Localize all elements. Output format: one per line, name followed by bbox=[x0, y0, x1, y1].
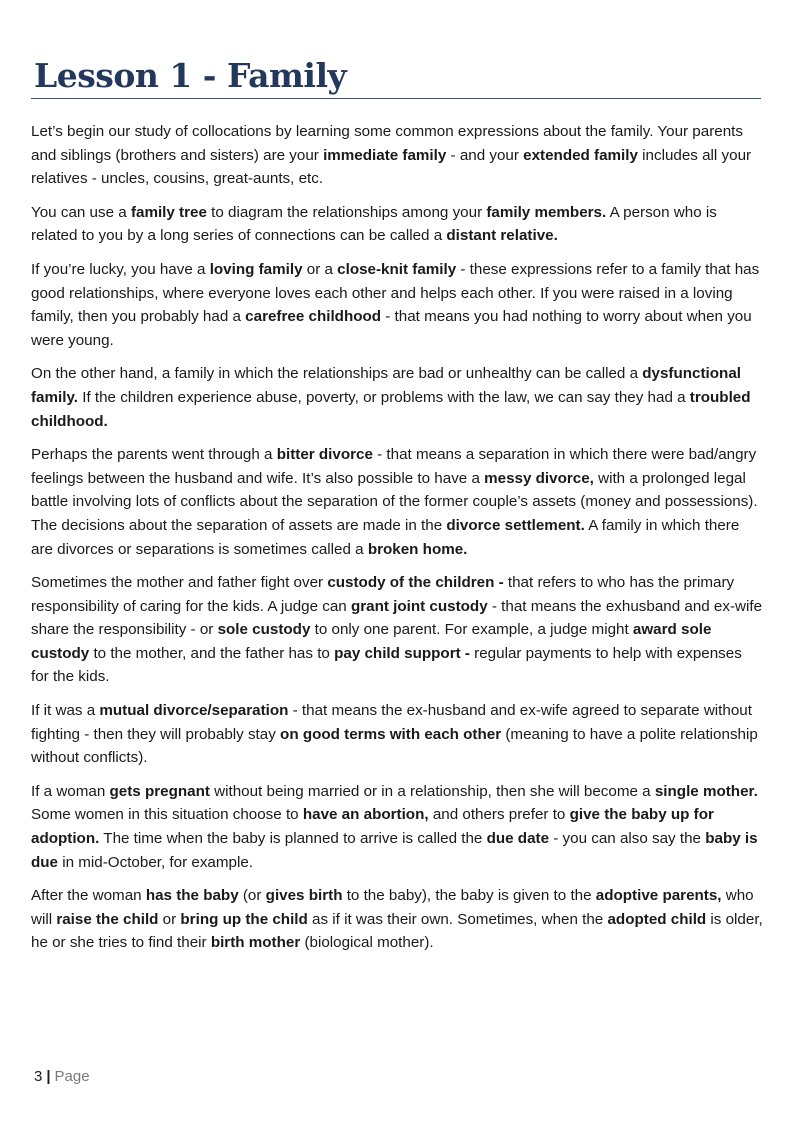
bold-collocation: give the baby up for adoption. bbox=[31, 806, 714, 848]
paragraph bbox=[31, 258, 763, 352]
text-run: After the woman bbox=[31, 887, 146, 905]
footer-separator: | bbox=[46, 1068, 51, 1085]
bold-collocation: has the baby bbox=[145, 887, 239, 905]
bold-collocation: family tree bbox=[130, 203, 207, 221]
text-run: with a prolonged legal battle involving lots of conflicts about the separation of the former couple’s assets (money and possessions). The decisions about the separation of assets are made in the bbox=[31, 469, 758, 534]
text-run: or a bbox=[302, 260, 338, 278]
paragraph bbox=[31, 120, 763, 191]
bold-collocation: extended family bbox=[523, 146, 638, 164]
text-run: On the other hand, a family in which the relationships are bad or unhealthy can be called a bbox=[31, 365, 643, 383]
page-label: Page bbox=[54, 1068, 90, 1085]
text-run: is older, he or she tries to find their bbox=[31, 910, 763, 952]
bold-collocation: bitter divorce bbox=[276, 446, 373, 464]
bold-collocation: immediate family bbox=[323, 146, 447, 164]
paragraph bbox=[31, 362, 763, 433]
bold-collocation: single mother. bbox=[654, 782, 758, 800]
text-run: in mid-October, for example. bbox=[58, 853, 253, 871]
text-run: - that means a separation in which there were bad/angry feelings between the husband and wife. It’s also possible to have a bbox=[31, 446, 757, 487]
text-run: without being married or in a relationship, then she will become a bbox=[209, 782, 655, 800]
bold-collocation: grant joint custody bbox=[350, 597, 488, 615]
bold-collocation: gives birth bbox=[265, 887, 343, 905]
bold-collocation: mutual divorce/separation bbox=[99, 702, 289, 720]
text-run: A family in which there are divorces or separations is sometimes called a bbox=[31, 516, 740, 558]
page-number: 3 bbox=[34, 1068, 43, 1085]
bold-collocation: gets pregnant bbox=[109, 782, 210, 800]
page-title: Lesson 1 - Family bbox=[34, 56, 347, 95]
text-run: - and your bbox=[446, 146, 524, 164]
text-run: If the children experience abuse, poverty, or problems with the law, we can say they had a bbox=[78, 388, 690, 406]
paragraph bbox=[31, 699, 763, 770]
text-run: Some women in this situation choose to bbox=[31, 806, 303, 824]
text-run: If a woman bbox=[31, 782, 110, 800]
text-run: (biological mother). bbox=[300, 934, 434, 952]
bold-collocation: have an abortion, bbox=[302, 806, 429, 824]
text-run: (or bbox=[238, 887, 266, 905]
text-run: or bbox=[158, 910, 181, 928]
text-run: If it was a bbox=[31, 702, 100, 720]
paragraph bbox=[31, 780, 763, 874]
paragraph bbox=[31, 201, 763, 248]
bold-collocation: close-knit family bbox=[337, 260, 457, 278]
bold-collocation: messy divorce, bbox=[484, 469, 594, 487]
bold-collocation: on good terms with each other bbox=[280, 725, 502, 743]
paragraph bbox=[31, 443, 763, 561]
bold-collocation: distant relative. bbox=[446, 227, 558, 245]
text-run: Let’s begin our study of collocations by learning some common expressions about the family. Your parents and siblings (brothers and sisters) are your bbox=[31, 123, 743, 164]
text-run: You can use a bbox=[31, 203, 131, 221]
bold-collocation: divorce settlement. bbox=[446, 516, 585, 534]
text-run: includes all your relatives - uncles, cousins, great-aunts, etc. bbox=[31, 146, 752, 188]
text-run: to only one parent. For example, a judge might bbox=[310, 621, 633, 639]
bold-collocation: raise the child bbox=[56, 910, 159, 928]
text-run: - these expressions refer to a family that has good relationships, where everyone loves each other and helps each other. If you were raised in a loving family, then you probably had a bbox=[31, 260, 760, 326]
text-run: Perhaps the parents went through a bbox=[31, 446, 277, 464]
bold-collocation: bring up the child bbox=[180, 910, 308, 928]
text-run: - that means you had nothing to worry about when you were young. bbox=[31, 308, 752, 349]
text-run: who will bbox=[31, 887, 754, 928]
text-run: to the mother, and the father has to bbox=[89, 644, 335, 662]
text-run: The time when the baby is planned to arrive is called the bbox=[99, 830, 487, 848]
text-run: to the baby), the baby is given to the bbox=[342, 887, 596, 905]
text-run: and others prefer to bbox=[428, 806, 570, 824]
text-run: that refers to who has the primary responsibility of caring for the kids. A judge can bbox=[31, 574, 735, 615]
text-run: A person who is related to you by a long series of connections can be called a bbox=[31, 203, 717, 245]
text-run: as if it was their own. Sometimes, when the bbox=[307, 910, 608, 928]
text-run: regular payments to help with expenses for the kids. bbox=[31, 644, 742, 686]
bold-collocation: birth mother bbox=[210, 934, 301, 952]
text-run: - that means the ex-husband and ex-wife agreed to separate without fighting - then they will probably stay bbox=[31, 702, 752, 743]
bold-collocation: dysfunctional family. bbox=[31, 365, 741, 406]
bold-collocation: baby is due bbox=[31, 830, 758, 871]
bold-collocation: adoptive parents, bbox=[595, 887, 722, 905]
text-run: - that means the exhusband and ex-wife share the responsibility - or bbox=[31, 597, 763, 639]
bold-collocation: loving family bbox=[209, 260, 303, 278]
text-run: - you can also say the bbox=[549, 830, 706, 848]
title-block bbox=[31, 56, 761, 99]
page-footer bbox=[34, 1068, 90, 1085]
paragraph bbox=[31, 884, 763, 955]
bold-collocation: pay child support - bbox=[334, 644, 470, 662]
bold-collocation: award sole custody bbox=[31, 621, 712, 662]
paragraph bbox=[31, 571, 763, 689]
bold-collocation: due date bbox=[486, 830, 550, 848]
text-run: Sometimes the mother and father fight over bbox=[31, 574, 328, 592]
text-run: If you’re lucky, you have a bbox=[31, 260, 210, 278]
text-run: to diagram the relationships among your bbox=[206, 203, 487, 221]
bold-collocation: custody of the children - bbox=[327, 574, 504, 592]
lesson-body bbox=[31, 120, 763, 965]
bold-collocation: troubled childhood. bbox=[31, 388, 751, 430]
bold-collocation: family members. bbox=[486, 203, 607, 221]
bold-collocation: sole custody bbox=[217, 621, 311, 639]
bold-collocation: adopted child bbox=[607, 910, 707, 928]
bold-collocation: broken home. bbox=[367, 540, 468, 558]
bold-collocation: carefree childhood bbox=[245, 308, 382, 326]
text-run: (meaning to have a polite relationship without conflicts). bbox=[31, 725, 758, 767]
